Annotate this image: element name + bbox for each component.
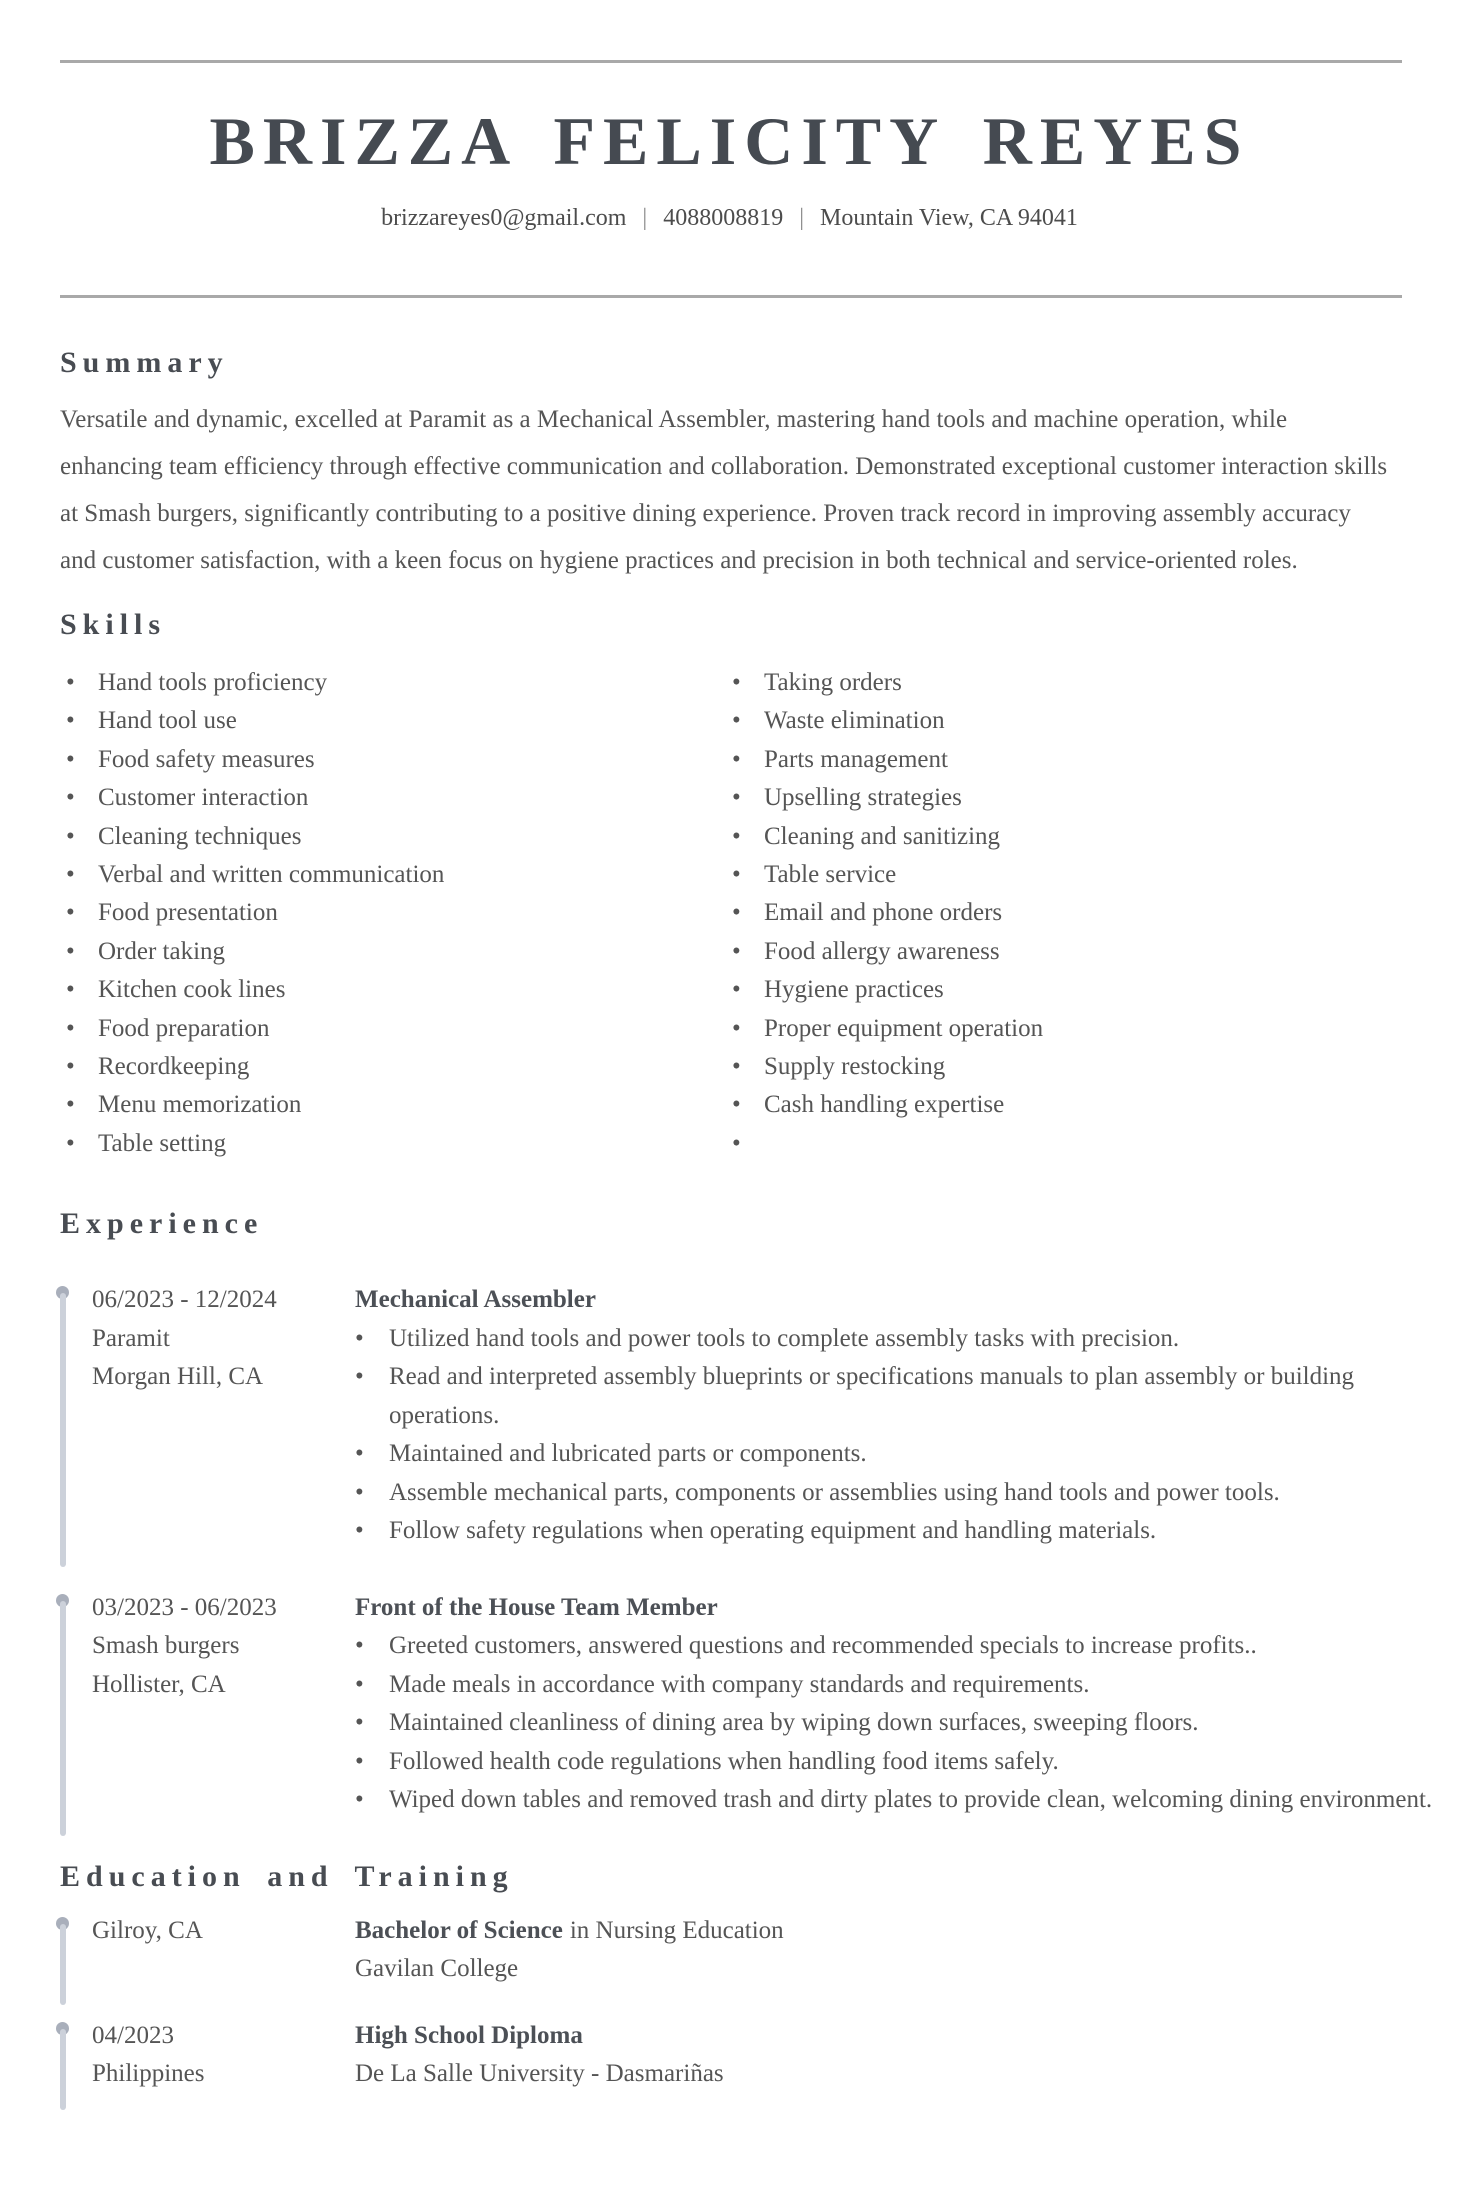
education-degree [355,1912,1459,1951]
experience-entry [56,1281,1459,1551]
education-degree-field: in Nursing Education [569,1916,784,1944]
experience-bullet: • Follow safety regulations when operating equipment and handling materials. [355,1512,1459,1551]
skill-item: • Customer interaction [60,779,726,817]
timeline-bar [60,1924,66,2005]
education-degree [355,2017,1459,2056]
timeline [56,1281,92,1551]
skill-item: • Food preparation [60,1010,726,1048]
skill-item: • Supply restocking [726,1048,1389,1086]
skill-item: • Hand tool use [60,702,726,740]
skill-item: • Parts management [726,741,1389,779]
experience-bullet: • Maintained and lubricated parts or components. [355,1435,1459,1474]
skills-columns [60,664,1389,1163]
skills-column-right [726,664,1389,1163]
skill-item: • Menu memorization [60,1086,726,1124]
skill-item: • Cash handling expertise [726,1086,1389,1124]
education-degree-name: High School Diploma [355,2021,583,2049]
skill-item: • Email and phone orders [726,894,1389,932]
education-details [355,2017,1459,2094]
experience-bullet: • Followed health code regulations when handling food items safely. [355,1743,1459,1782]
skills-section [0,606,1459,1163]
experience-details [355,1589,1459,1820]
timeline-bar [60,1601,66,1836]
contact-line [0,203,1459,233]
education-details [355,1912,1459,1989]
contact-phone: 4088008819 [663,205,784,231]
summary-text: Versatile and dynamic, excelled at Paramit as a Mechanical Assembler, mastering hand tools and machine operation, while enhancing team efficiency through effective communication and collaboration. Demonstrated exceptional customer interaction skills at Smash burgers, significantly contributing to a positive dining experience. Proven track record in improving assembly accuracy and customer satisfaction, with a keen focus on hygiene practices and precision in both technical and service-oriented roles. [60,406,1388,574]
skills-column-left [60,664,726,1163]
education-school: De La Salle University - Dasmariñas [355,2060,724,2088]
timeline [56,2017,92,2094]
header-divider [60,295,1402,298]
education-degree-name: Bachelor of Science [355,1916,563,1944]
education-entry [56,1912,1459,1989]
contact-location: Mountain View, CA 94041 [820,205,1078,231]
experience-bullet: • Maintained cleanliness of dining area by wiping down surfaces, sweeping floors. [355,1704,1459,1743]
education-meta-line: 04/2023 [92,2021,174,2049]
summary-section [0,344,1459,584]
timeline-bar [60,1293,66,1567]
experience-meta [92,1589,355,1820]
skill-item: • Recordkeeping [60,1048,726,1086]
experience-bullets [355,1627,1459,1820]
skill-item: • Taking orders [726,664,1389,702]
experience-title: Experience [60,1207,264,1241]
experience-dates: 06/2023 - 12/2024 [92,1286,277,1314]
experience-company: Smash burgers [92,1632,240,1660]
skill-item: • Food presentation [60,894,726,932]
experience-section [0,1205,1459,1243]
contact-separator: | [799,205,805,231]
education-meta [92,2017,355,2094]
experience-role: Mechanical Assembler [355,1286,596,1314]
person-name: BRIZZA FELICITY REYES [209,103,1250,179]
experience-location: Hollister, CA [92,1670,226,1698]
experience-bullets [355,1320,1459,1551]
skill-item: • Food allergy awareness [726,933,1389,971]
skills-title: Skills [60,608,167,641]
experience-role: Front of the House Team Member [355,1593,718,1621]
skill-item: • Waste elimination [726,702,1389,740]
timeline [56,1589,92,1820]
education-meta [92,1912,355,1989]
experience-bullet: • Utilized hand tools and power tools to complete assembly tasks with precision. [355,1320,1459,1359]
education-entry [56,2017,1459,2094]
experience-company: Paramit [92,1324,170,1352]
experience-location: Morgan Hill, CA [92,1363,264,1391]
education-meta-line: Gilroy, CA [92,1916,203,1944]
education-section [0,1858,1459,1896]
education-title: Education and Training [60,1859,514,1893]
experience-bullet: • Read and interpreted assembly blueprints or specifications manuals to plan assembly or building operations. [355,1358,1459,1435]
contact-separator: | [642,205,648,231]
experience-bullet: • Greeted customers, answered questions and recommended specials to increase profits.. [355,1627,1459,1666]
top-divider [60,60,1402,63]
skill-item: • Table setting [60,1125,726,1163]
contact-email: brizzareyes0@gmail.com [381,205,627,231]
skill-item: • Hygiene practices [726,971,1389,1009]
experience-dates: 03/2023 - 06/2023 [92,1593,277,1621]
skill-item: • Cleaning techniques [60,818,726,856]
experience-details [355,1281,1459,1551]
skill-item: • Order taking [60,933,726,971]
experience-bullet: • Made meals in accordance with company standards and requirements. [355,1666,1459,1705]
experience-bullet: • Wiped down tables and removed trash and dirty plates to provide clean, welcoming dining environment. [355,1781,1459,1820]
skill-item: • Proper equipment operation [726,1010,1389,1048]
skill-item: • Table service [726,856,1389,894]
education-school: Gavilan College [355,1955,519,1983]
summary-title: Summary [60,346,229,379]
education-meta-line: Philippines [92,2060,205,2088]
experience-bullet: • Assemble mechanical parts, components or assemblies using hand tools and power tools. [355,1474,1459,1513]
skill-item: • Cleaning and sanitizing [726,818,1389,856]
skill-item: • Food safety measures [60,741,726,779]
timeline [56,1912,92,1989]
experience-entry [56,1589,1459,1820]
timeline-bar [60,2029,66,2110]
skill-item: • Upselling strategies [726,779,1389,817]
skill-item: • Verbal and written communication [60,856,726,894]
experience-meta [92,1281,355,1551]
skill-item: • Kitchen cook lines [60,971,726,1009]
skill-item: • Hand tools proficiency [60,664,726,702]
